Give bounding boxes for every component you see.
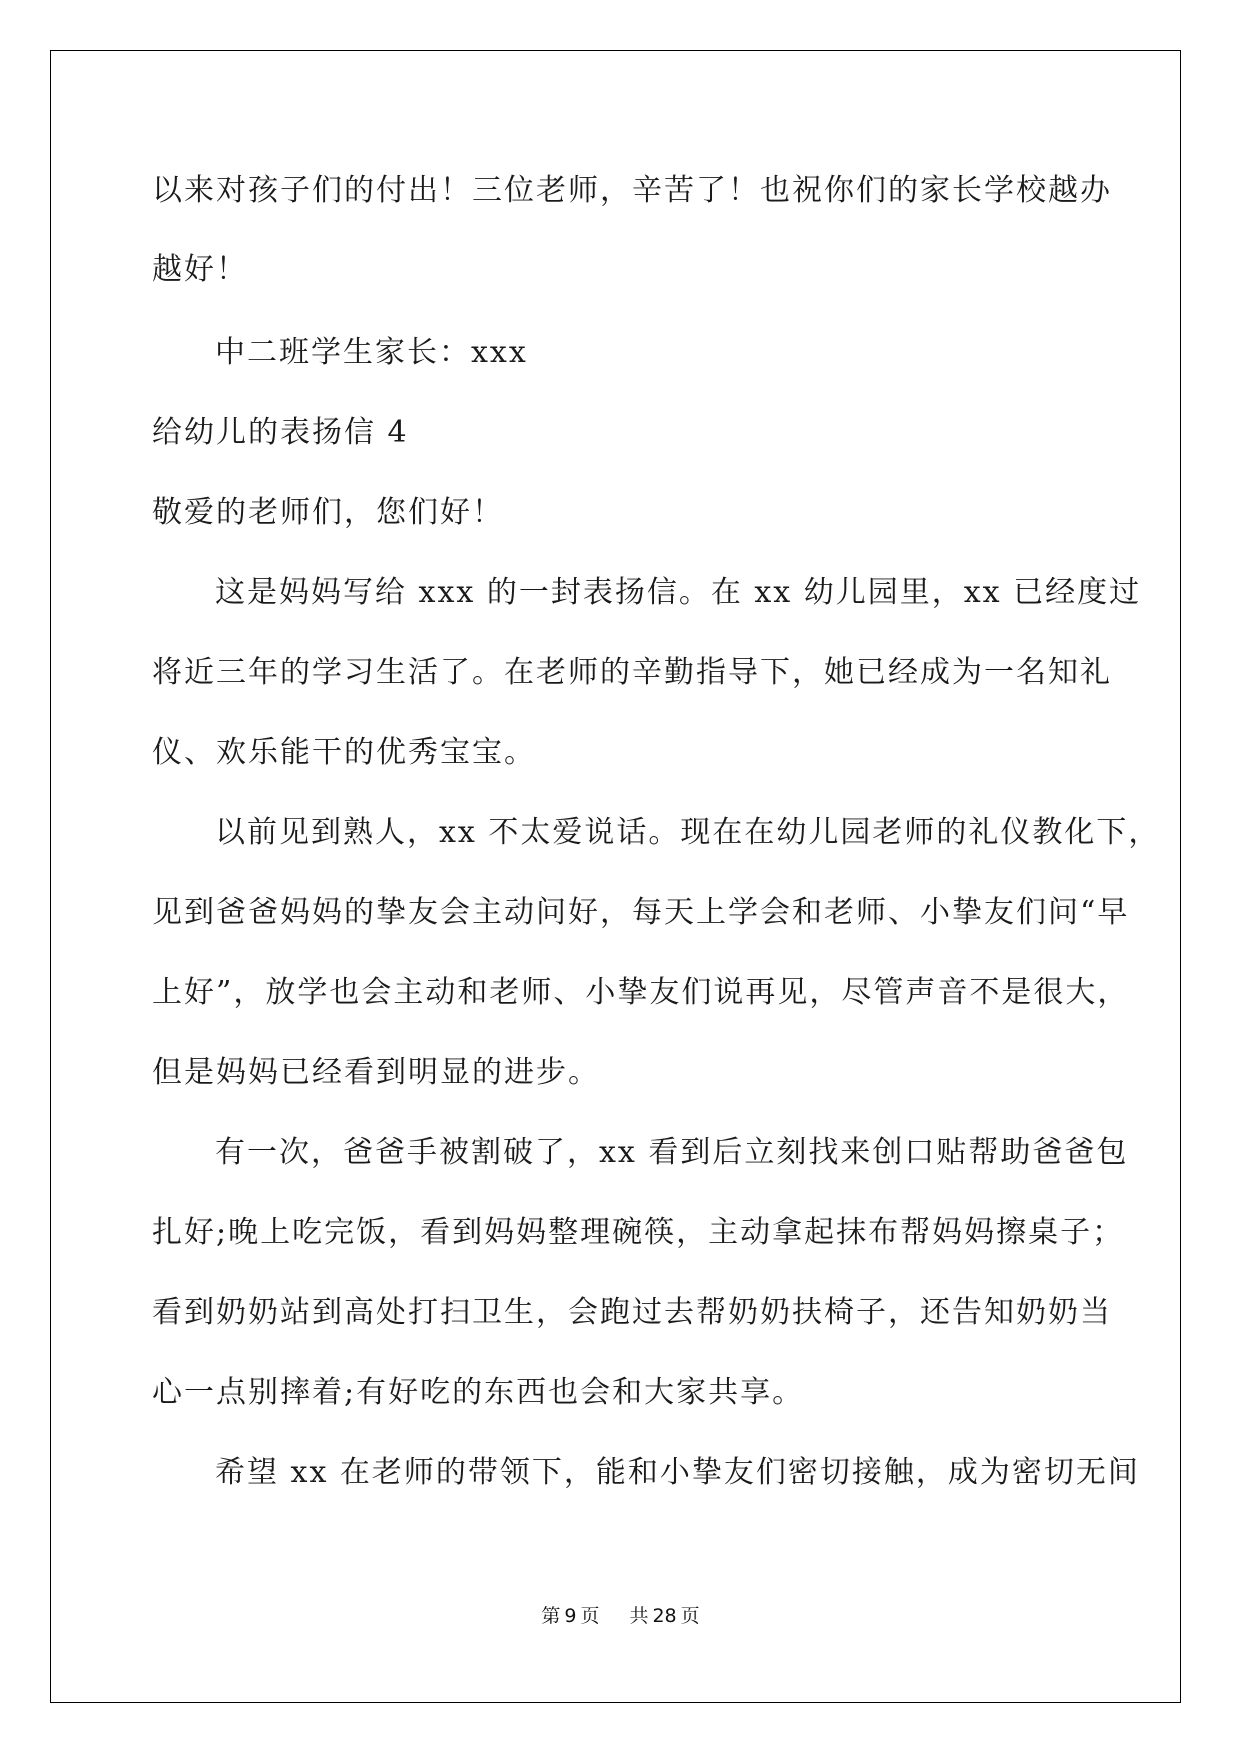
- salutation: 敬爱的老师们，您们好！: [152, 495, 504, 530]
- text-line-2: 越好！: [152, 252, 248, 287]
- text-line-9: 以前见到熟人，xx 不太爱说话。现在在幼儿园老师的礼仪教化下，: [215, 815, 1161, 850]
- text-line-6: 这是妈妈写给 xxx 的一封表扬信。在 xx 幼儿园里，xx 已经度过: [215, 575, 1142, 610]
- text-line-12: 但是妈妈已经看到明显的进步。: [152, 1055, 600, 1090]
- footer-page-prefix: 第: [541, 1605, 561, 1627]
- text-line-1: 以来对孩子们的付出！三位老师，辛苦了！也祝你们的家长学校越办: [152, 173, 1112, 208]
- text-line-15: 看到奶奶站到高处打扫卫生，会跑过去帮奶奶扶椅子，还告知奶奶当: [152, 1295, 1112, 1330]
- text-line-8: 仪、欢乐能干的优秀宝宝。: [152, 735, 536, 770]
- footer-total-unit: 页: [680, 1605, 700, 1627]
- page-footer: [0, 1605, 1241, 1627]
- text-line-10: 见到爸爸妈妈的挚友会主动问好，每天上学会和老师、小挚友们问“早: [152, 895, 1130, 930]
- text-line-13: 有一次，爸爸手被割破了，xx 看到后立刻找来创口贴帮助爸爸包: [215, 1135, 1129, 1170]
- footer-page-total: 28: [652, 1605, 677, 1627]
- footer-total-prefix: 共: [629, 1605, 649, 1627]
- text-line-17: 希望 xx 在老师的带领下，能和小挚友们密切接触，成为密切无间: [215, 1455, 1140, 1490]
- footer-page-unit: 页: [580, 1605, 600, 1627]
- section-title: 给幼儿的表扬信 4: [152, 415, 409, 450]
- text-line-7: 将近三年的学习生活了。在老师的辛勤指导下，她已经成为一名知礼: [152, 655, 1112, 690]
- text-line-11: 上好”，放学也会主动和老师、小挚友们说再见，尽管声音不是很大，: [152, 975, 1130, 1010]
- text-line-14: 扎好;晚上吃完饭，看到妈妈整理碗筷，主动拿起抹布帮妈妈擦桌子；: [152, 1215, 1125, 1250]
- footer-page-current: 9: [564, 1605, 577, 1627]
- signature-line: 中二班学生家长：xxx: [215, 335, 528, 370]
- text-line-16: 心一点别摔着;有好吃的东西也会和大家共享。: [152, 1375, 805, 1410]
